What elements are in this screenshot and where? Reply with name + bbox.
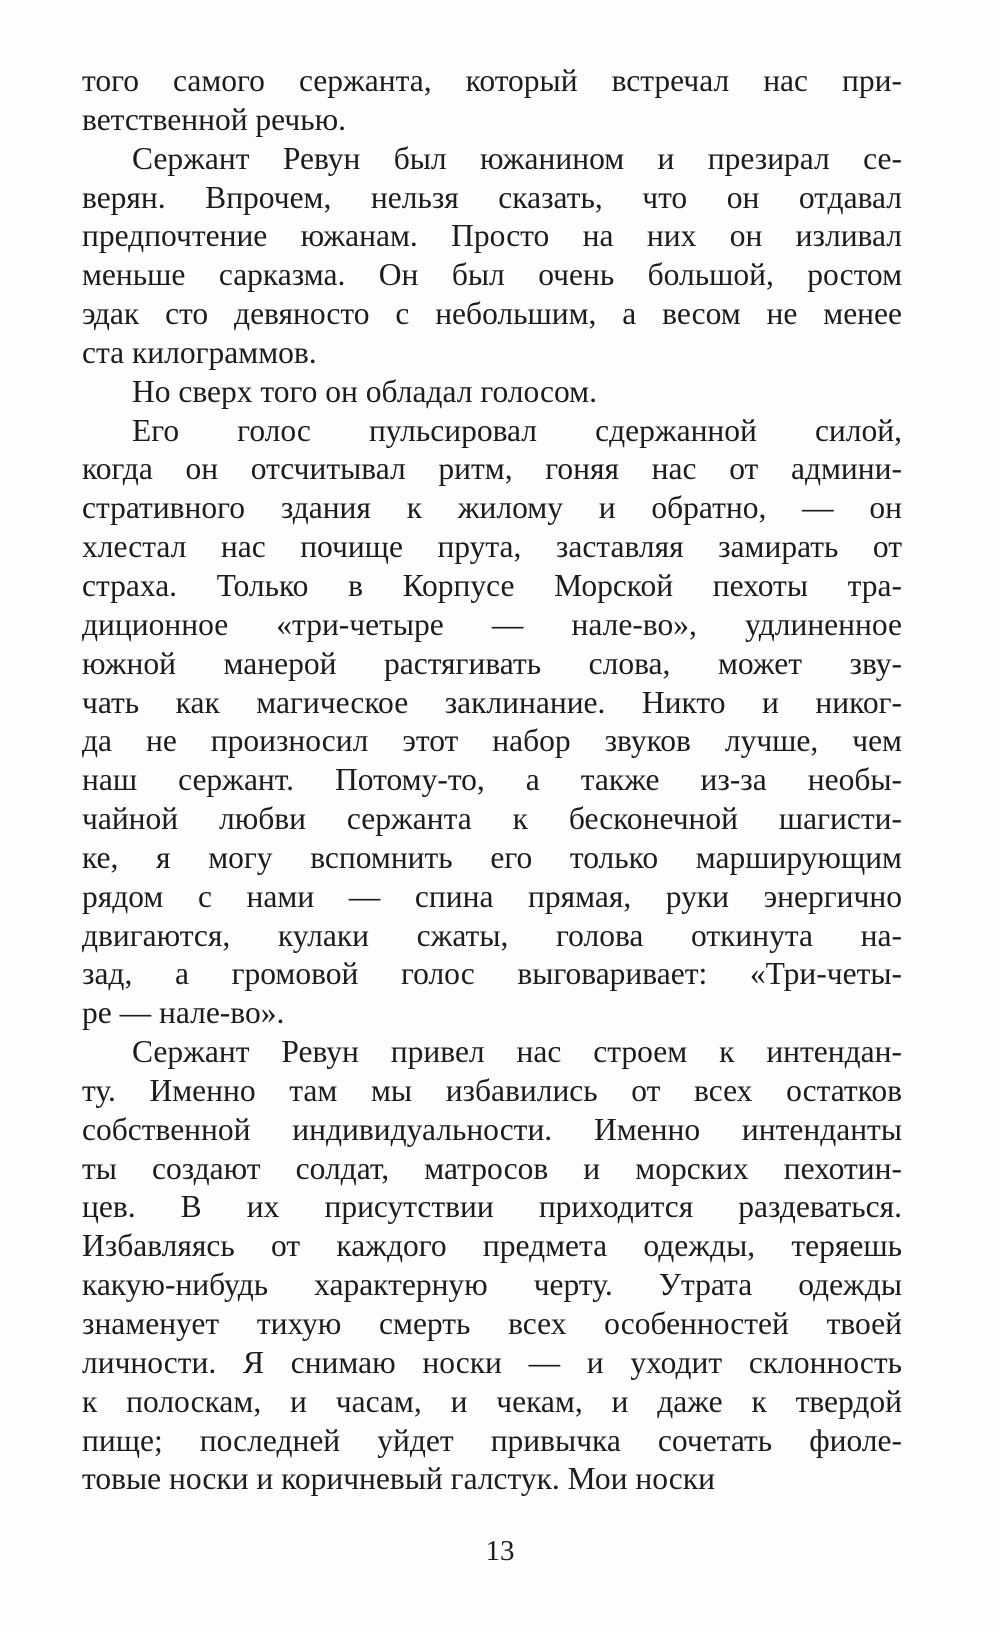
text-line: предпочтение южанам. Просто на них он изливал <box>82 218 902 254</box>
text-line: двигаются, кулаки сжаты, голова откинута на- <box>82 917 902 953</box>
text-line: пище; последней уйдет привычка сочетать фиоле- <box>82 1422 902 1458</box>
text-line: собственной индивидуальности. Именно интенданты <box>82 1111 902 1147</box>
text-line: стративного здания к жилому и обратно, — он <box>82 490 902 526</box>
paragraph <box>82 1033 902 1499</box>
text-line: к полоскам, и часам, и чекам, и даже к твердой <box>82 1383 902 1419</box>
paragraph <box>82 62 902 140</box>
body-text <box>82 62 902 1499</box>
text-line: ту. Именно там мы избавились от всех остатков <box>82 1072 902 1108</box>
paragraph <box>82 412 902 1034</box>
text-line: Его голос пульсировал сдержанной силой, <box>132 412 902 448</box>
text-line: южной манерой растягивать слова, может зву- <box>82 645 902 681</box>
text-line: ке, я могу вспомнить его только марширующим <box>82 839 902 875</box>
text-line: когда он отсчитывал ритм, гоняя нас от админи- <box>82 451 902 487</box>
text-line: личности. Я снимаю носки — и уходит склонность <box>82 1344 902 1380</box>
text-line: наш сержант. Потому-то, а также из-за необы- <box>82 762 902 798</box>
text-line: да не произносил этот набор звуков лучше, чем <box>82 723 902 759</box>
text-line: знаменует тихую смерть всех особенностей твоей <box>82 1306 902 1341</box>
text-line: Избавляясь от каждого предмета одежды, теряешь <box>82 1228 902 1264</box>
text-line: диционное «три-четыре — нале-во», удлиненное <box>82 606 902 642</box>
text-line: хлестал нас почище прута, заставляя замирать от <box>82 529 902 565</box>
text-line: страха. Только в Корпусе Морской пехоты тра- <box>82 567 902 603</box>
text-line: чайной любви сержанта к бесконечной шагисти- <box>82 801 902 837</box>
text-line: эдак сто девяносто с небольшим, а весом не менее <box>82 296 902 332</box>
text-line: меньше сарказма. Он был очень большой, ростом <box>82 257 902 293</box>
text-line: ре — нале-во». <box>82 995 285 1031</box>
text-line: чать как магическое заклинание. Никто и никог- <box>82 684 902 720</box>
text-line: Но сверх того он обладал голосом. <box>132 373 597 409</box>
text-line: ветственной речью. <box>82 101 346 137</box>
text-line: зад, а громовой голос выговаривает: «Три-четы- <box>82 956 902 992</box>
text-line: рядом с нами — спина прямая, руки энергично <box>82 878 902 914</box>
page-number: 13 <box>485 1535 515 1567</box>
text-line: цев. В их присутствии приходится раздеваться. <box>82 1189 902 1225</box>
text-line: товые носки и коричневый галстук. Мои носки <box>82 1461 715 1497</box>
paragraph <box>82 373 902 412</box>
text-line: ты создают солдат, матросов и морских пехотин- <box>82 1150 902 1186</box>
text-line: того самого сержанта, который встречал нас при- <box>82 63 902 98</box>
text-line: верян. Впрочем, нельзя сказать, что он отдавал <box>82 179 902 215</box>
text-line: какую-нибудь характерную черту. Утрата одежды <box>82 1267 902 1303</box>
text-line: Сержант Ревун был южанином и презирал се- <box>132 140 902 176</box>
paragraph <box>82 140 902 373</box>
text-line: ста килограммов. <box>82 334 317 370</box>
text-line: Сержант Ревун привел нас строем к интендан- <box>132 1034 902 1070</box>
